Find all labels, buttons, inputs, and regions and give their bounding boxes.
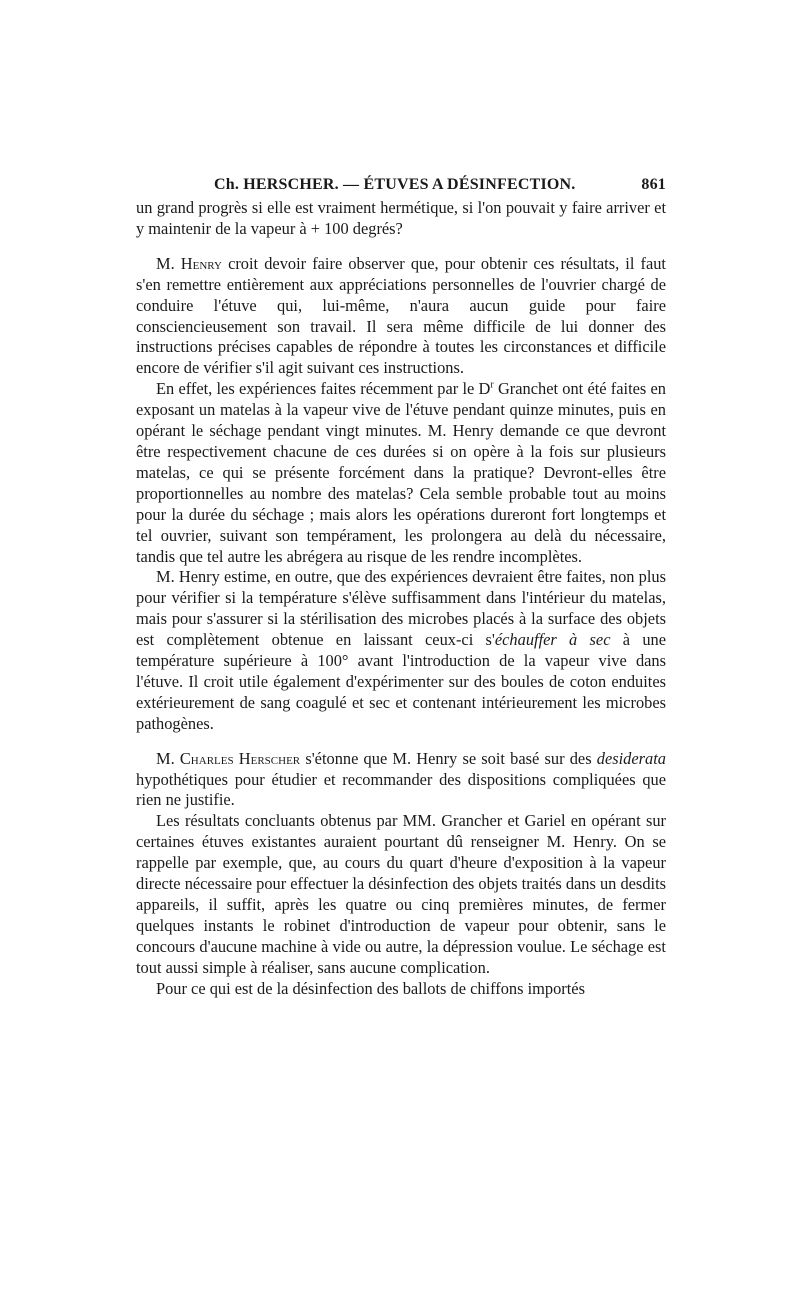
paragraph-continuation: un grand progrès si elle est vraiment hermétique, si l'on pouvait y faire arriver et y maintenir de la vapeur à + 100 degrés?: [136, 198, 666, 238]
running-title: Ch. HERSCHER. — ÉTUVES A DÉSINFECTION.: [214, 176, 576, 193]
paragraph-text: croit devoir faire observer que, pour obtenir ces résultats, il faut s'en remettre entièrement aux appréciations personnelles de l'ouvrier chargé de conduire l'étuve qui, lui-même, n'aura aucun guide pour faire consciencieusement son travail. Il sera même difficile de lui donner des instructions précises capables de répondre à toutes les circonstances et difficile encore de vérifier s'il agit suivant ces instructions.: [136, 253, 666, 378]
paragraph-text: Granchet ont été faites en exposant un matelas à la vapeur vive de l'étuve pendant quinze minutes, puis en opérant le séchage pendant vingt minutes. M. Henry demande ce que devront être respectivement chacune de ces durées si on opère à la fois sur plusieurs matelas, ce qui se présente forcément dans la pratique? Devront-elles être proportionnelles au nombre des matelas? Cela semble probable tout au moins pour la durée du séchage ; mais alors les opérations dureront fort longtemps et tel ouvrier, suivant son tempérament, les prolongera au delà du nécessaire, tandis que tel autre les abrégera au risque de les rendre incomplètes.: [136, 379, 666, 566]
paragraph-herscher-reply: [136, 749, 666, 812]
paragraph-text: M.: [156, 748, 180, 768]
paragraph-experiments: [136, 379, 666, 567]
paragraph-text: s'étonne que M. Henry se soit basé sur des: [300, 748, 597, 768]
superscript: r: [490, 379, 494, 391]
page-number: 861: [641, 176, 666, 193]
speaker-name: Henry: [180, 253, 222, 273]
paragraph-text: M. Henry estime, en outre, que des expériences devraient être faites, non plus pour vérifier si la température s'élève suffisamment dans l'intérieur du matelas, mais pour s'assurer si la stérilisation des microbes placés à la surface des objets est complètement obtenue en laissant ceux-ci s': [136, 567, 666, 650]
speaker-name: Charles Herscher: [179, 748, 301, 768]
running-header: [136, 172, 666, 198]
paragraph-henry-remarks: [136, 254, 666, 379]
italic-phrase: desiderata: [596, 748, 666, 768]
paragraph-text: En effet, les expériences faites récemment par le D: [156, 379, 491, 399]
paragraph-henry-estimates: [136, 567, 666, 734]
paragraph-results: Les résultats concluants obtenus par MM. Grancher et Gariel en opérant sur certaines étuves existantes auraient pourtant dû renseigner M. Henry. On se rappelle par exemple, que, au cours du quart d'heure d'exposition à la vapeur directe nécessaire pour effectuer la désinfection des objets traités dans un desdits appareils, il suffit, après les quatre ou cinq premières minutes, de fermer quelques instants le robinet d'introduction de vapeur pour obtenir, sans le concours d'aucune machine à vide ou autre, la dépression voulue. Le séchage est tout aussi simple à réaliser, sans aucune complication.: [136, 811, 666, 977]
paragraph-text: à une température supérieure à 100° avant l'introduction de la vapeur vive dans l'étuve. Il croit utile également d'expérimenter sur des boules de coton enduites extérieurement de sang coagulé et sec et contenant intérieurement les microbes pathogènes.: [136, 630, 667, 733]
italic-phrase: échauffer à sec: [494, 630, 611, 650]
paragraph-text: hypothétiques pour étudier et recommander des dispositions compliquées que rien ne justifie.: [136, 769, 666, 810]
paragraph-text: M.: [156, 253, 181, 273]
paragraph-ballots: Pour ce qui est de la désinfection des ballots de chiffons importés: [156, 978, 585, 998]
document-page: [136, 172, 666, 1000]
